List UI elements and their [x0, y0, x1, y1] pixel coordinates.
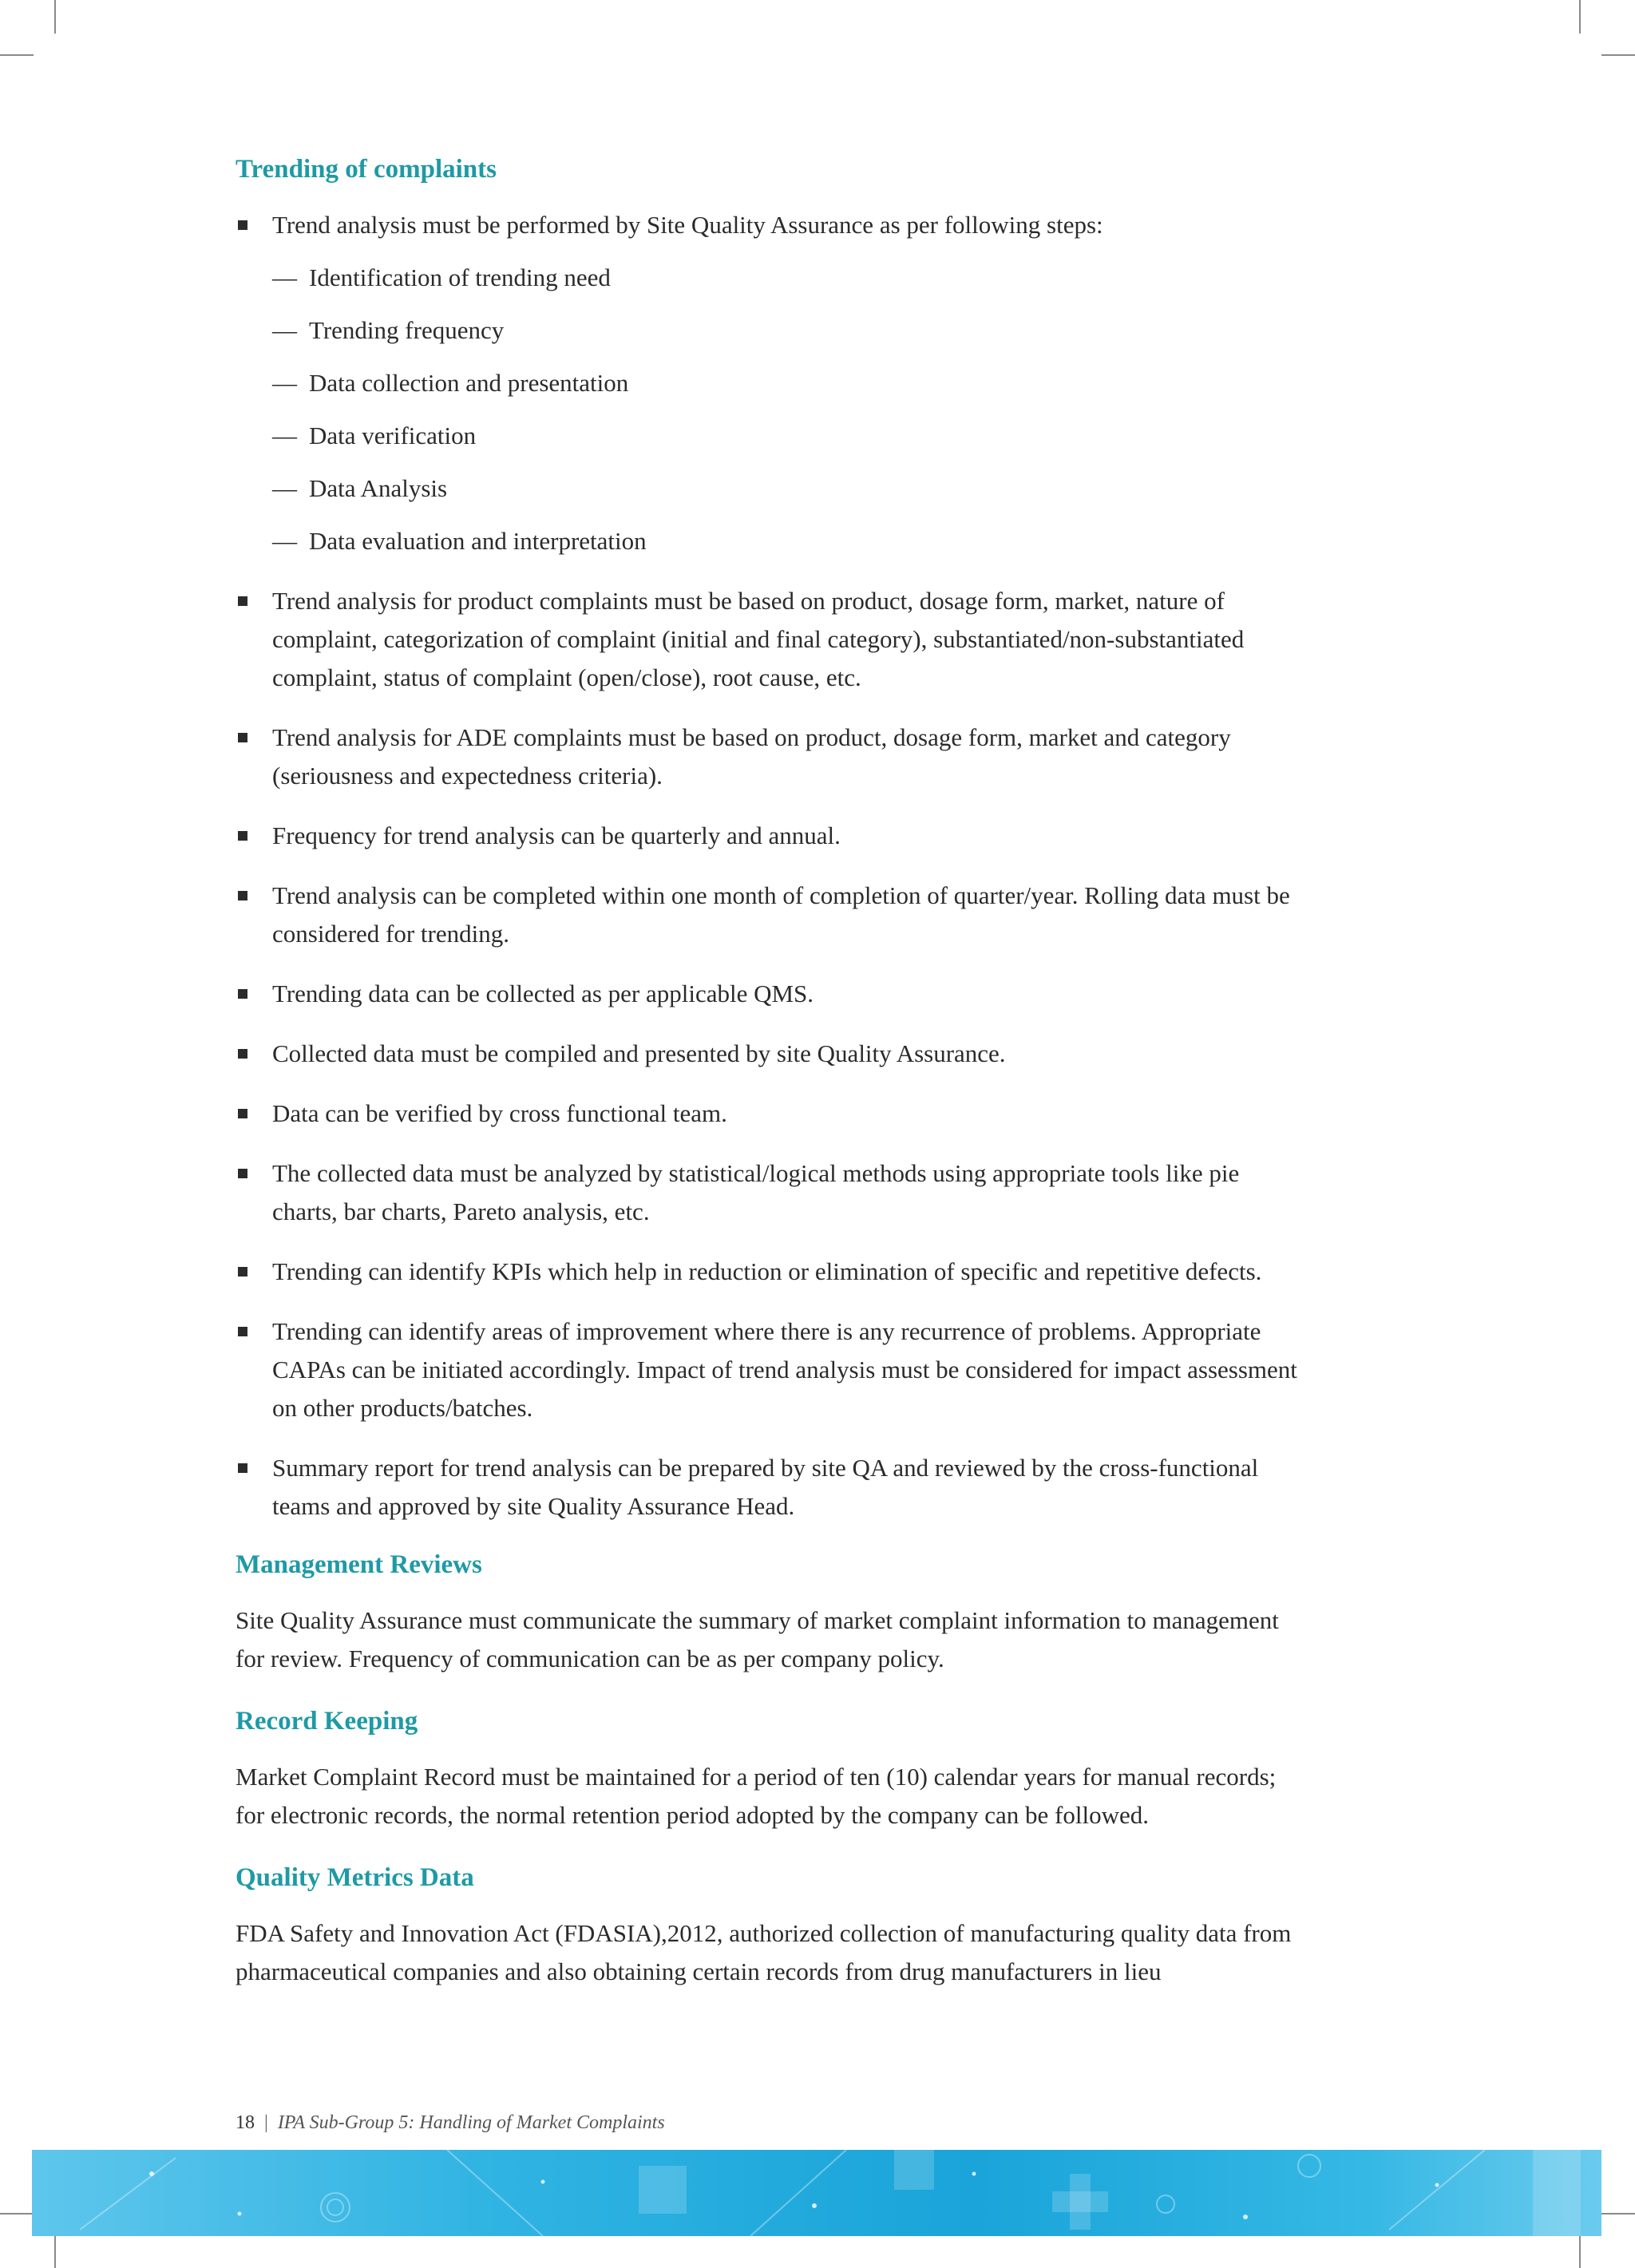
- list-item: [236, 1154, 1305, 1231]
- crop-mark: [1579, 0, 1581, 34]
- page-number: 18: [236, 2112, 255, 2133]
- square-bullet-icon: [238, 989, 247, 999]
- square-bullet-icon: [238, 733, 247, 742]
- square-bullet-icon: [238, 220, 247, 230]
- section-management-reviews: [236, 1547, 1305, 1678]
- section-heading: Quality Metrics Data: [236, 1863, 474, 1892]
- list-item-text: Data can be verified by cross functional team.: [272, 1099, 727, 1127]
- section-paragraph: Site Quality Assurance must communicate the summary of market complaint information to management for review. Frequency of communication can be as per company policy.: [236, 1606, 1279, 1672]
- section-record-keeping: [236, 1704, 1305, 1835]
- section-heading: Trending of complaints: [236, 155, 497, 184]
- dash-bullet-icon: —: [272, 263, 297, 291]
- list-item: [236, 1035, 1305, 1073]
- footer-banner: [32, 2150, 1601, 2236]
- sub-list: [272, 259, 1305, 560]
- dash-bullet-icon: —: [272, 369, 297, 397]
- crop-mark: [1601, 54, 1635, 56]
- sub-list-item-text: Identification of trending need: [309, 263, 611, 291]
- section-heading: Management Reviews: [236, 1550, 482, 1579]
- list-item-text: Trend analysis for ADE complaints must be based on product, dosage form, market and category (seriousness and expectedness criteria).: [272, 723, 1231, 790]
- list-item-text: Trend analysis for product complaints must be based on product, dosage form, market, nature of complaint, categorization of complaint (initial and final category), substantiated/non-substantiated complaint, status of complaint (open/close), root cause, etc.: [272, 587, 1245, 691]
- sub-list-item: [272, 417, 1305, 455]
- list-item: [236, 975, 1305, 1013]
- list-item: [236, 718, 1305, 795]
- sub-list-item-text: Data verification: [309, 422, 477, 449]
- square-bullet-icon: [238, 1463, 247, 1473]
- sub-list-item-text: Data evaluation and interpretation: [309, 527, 647, 555]
- square-bullet-icon: [238, 1049, 247, 1059]
- crop-mark: [54, 0, 56, 34]
- footer-document-title: IPA Sub-Group 5: Handling of Market Complaints: [277, 2112, 665, 2133]
- list-item-text: Collected data must be compiled and presented by site Quality Assurance.: [272, 1039, 1006, 1067]
- sub-list-item: [272, 522, 1305, 560]
- list-item: [236, 582, 1305, 697]
- section-paragraph: FDA Safety and Innovation Act (FDASIA),2012, authorized collection of manufacturing quality data from pharmaceutical companies and also obtaining certain records from drug manufacturers in lieu: [236, 1919, 1292, 1985]
- list-item: [236, 1253, 1305, 1291]
- sub-list-item-text: Data collection and presentation: [309, 369, 629, 397]
- section-quality-metrics: [236, 1860, 1305, 1991]
- square-bullet-icon: [238, 891, 247, 900]
- sub-list-item-text: Trending frequency: [309, 316, 505, 344]
- sub-list-item-text: Data Analysis: [309, 474, 448, 502]
- list-item: [236, 1312, 1305, 1427]
- list-item: [236, 1449, 1305, 1526]
- dash-bullet-icon: —: [272, 316, 297, 344]
- list-item-text: Trending data can be collected as per applicable QMS.: [272, 980, 814, 1007]
- footer-separator: |: [264, 2112, 268, 2133]
- list-item: [236, 817, 1305, 855]
- square-bullet-icon: [238, 1169, 247, 1178]
- list-item-text: Trending can identify KPIs which help in reduction or elimination of specific and repetitive defects.: [272, 1257, 1262, 1285]
- crop-mark: [1579, 2234, 1581, 2268]
- section-heading: Record Keeping: [236, 1707, 418, 1736]
- dash-bullet-icon: —: [272, 422, 297, 449]
- section-paragraph: Market Complaint Record must be maintained for a period of ten (10) calendar years for manual records; for electronic records, the normal retention period adopted by the company can be followed.: [236, 1763, 1277, 1829]
- list-item-text: The collected data must be analyzed by statistical/logical methods using appropriate tools like pie charts, bar charts, Pareto analysis, etc.: [272, 1159, 1240, 1225]
- list-item-text: Summary report for trend analysis can be prepared by site QA and reviewed by the cross-functional teams and approved by site Quality Assurance Head.: [272, 1454, 1259, 1520]
- square-bullet-icon: [238, 1267, 247, 1276]
- sub-list-item: [272, 469, 1305, 508]
- list-item: [236, 206, 1305, 560]
- list-item: [236, 1094, 1305, 1133]
- dash-bullet-icon: —: [272, 474, 297, 502]
- banner-pattern-icon: [32, 2150, 1601, 2236]
- sub-list-item: [272, 311, 1305, 350]
- square-bullet-icon: [238, 596, 247, 606]
- section-trending: [236, 152, 1305, 1526]
- dash-bullet-icon: —: [272, 527, 297, 555]
- square-bullet-icon: [238, 1109, 247, 1118]
- list-item-text: Trend analysis must be performed by Site Quality Assurance as per following steps:: [272, 211, 1103, 239]
- sub-list-item: [272, 364, 1305, 402]
- square-bullet-icon: [238, 831, 247, 841]
- list-item-text: Trending can identify areas of improvement where there is any recurrence of problems. Appropriate CAPAs can be initiated accordingly. Impact of trend analysis must be considered for impact assessment on other products/batches.: [272, 1317, 1297, 1422]
- bullet-list: [236, 206, 1305, 1526]
- list-item-text: Trend analysis can be completed within one month of completion of quarter/year. Rolling data must be considered for trending.: [272, 881, 1290, 948]
- page-content: [236, 152, 1305, 2017]
- crop-mark: [0, 2213, 34, 2215]
- list-item: [236, 877, 1305, 953]
- crop-mark: [1601, 2213, 1635, 2215]
- crop-mark: [0, 54, 34, 56]
- sub-list-item: [272, 259, 1305, 297]
- list-item-text: Frequency for trend analysis can be quarterly and annual.: [272, 821, 841, 849]
- crop-mark: [54, 2234, 56, 2268]
- page-footer: [236, 2112, 665, 2134]
- square-bullet-icon: [238, 1327, 247, 1336]
